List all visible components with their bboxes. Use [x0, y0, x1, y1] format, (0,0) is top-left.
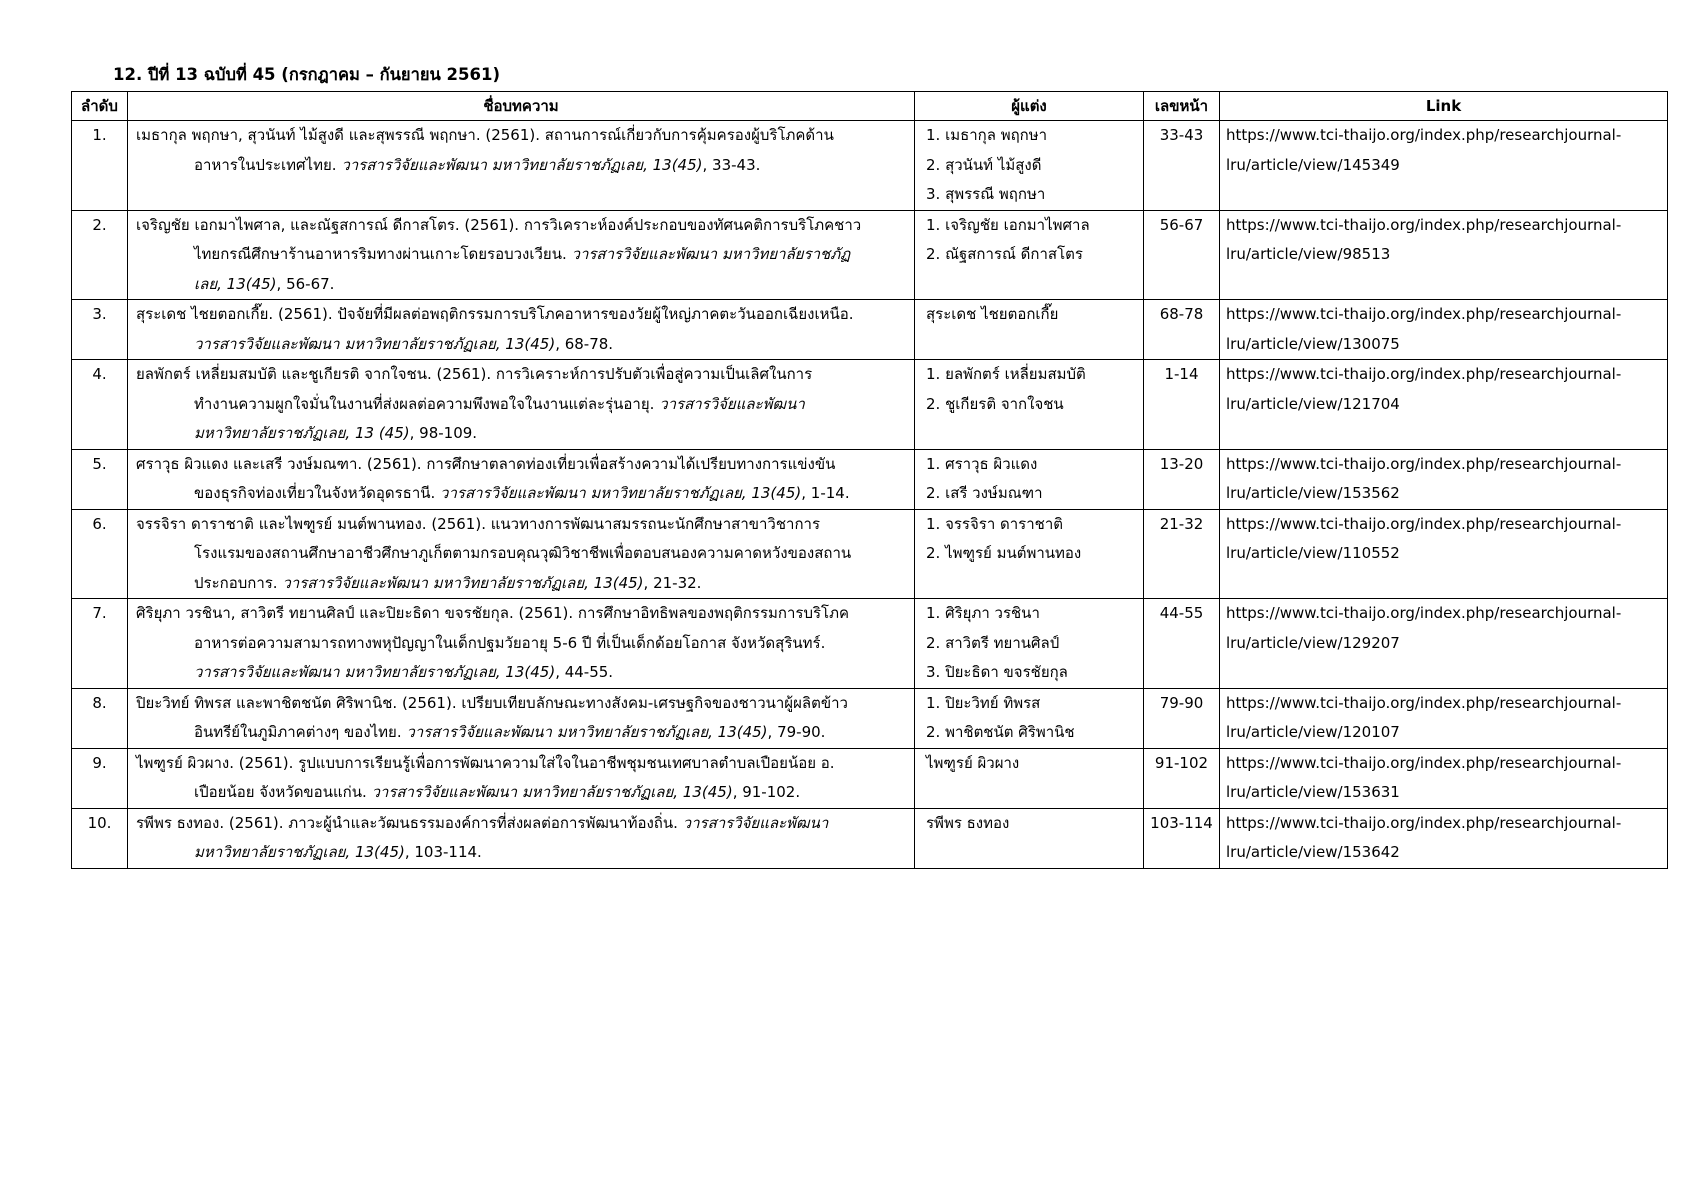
table-row [72, 300, 1668, 360]
table-row [72, 688, 1668, 748]
page-range: 33-43 [1144, 121, 1220, 211]
page-range: 44-55 [1144, 599, 1220, 689]
article-link[interactable]: https://www.tci-thaijo.org/index.php/researchjournal- lru/article/view/120107 [1220, 688, 1668, 748]
article-citation: รพีพร ธงทอง. (2561). ภาวะผู้นำและวัฒนธรรมองค์การที่ส่งผลต่อการพัฒนาท้องถิ่น. วารสารวิจัยและพัฒนา มหาวิทยาลัยราชภัฏเลย, 13(45), 103-114. [128, 808, 915, 868]
article-authors: ไพฑูรย์ ผิวผาง [915, 748, 1144, 808]
article-link[interactable]: https://www.tci-thaijo.org/index.php/researchjournal- lru/article/view/153642 [1220, 808, 1668, 868]
article-citation: เจริญชัย เอกมาไพศาล, และณัฐสการณ์ ดีกาสโตร. (2561). การวิเคราะห์องค์ประกอบของทัศนคติการบริโภคชาว ไทยกรณีศึกษาร้านอาหารริมทางผ่านเกาะโดยรอบวงเวียน. วารสารวิจัยและพัฒนา มหาวิทยาลัยราชภัฏ เลย, 13(45), 56-67. [128, 210, 915, 300]
article-authors: รพีพร ธงทอง [915, 808, 1144, 868]
row-number: 9. [72, 748, 128, 808]
table-header-row [72, 92, 1668, 121]
article-link[interactable]: https://www.tci-thaijo.org/index.php/researchjournal- lru/article/view/153562 [1220, 449, 1668, 509]
row-number: 6. [72, 509, 128, 599]
table-row [72, 210, 1668, 300]
row-number: 10. [72, 808, 128, 868]
page-range: 79-90 [1144, 688, 1220, 748]
article-citation: ไพฑูรย์ ผิวผาง. (2561). รูปแบบการเรียนรู้เพื่อการพัฒนาความใส่ใจในอาชีพชุมชนเทศบาลตำบลเปือยน้อย อ. เปือยน้อย จังหวัดขอนแก่น. วารสารวิจัยและพัฒนา มหาวิทยาลัยราชภัฏเลย, 13(45), 91-102. [128, 748, 915, 808]
table-row [72, 599, 1668, 689]
page-range: 1-14 [1144, 360, 1220, 450]
article-link[interactable]: https://www.tci-thaijo.org/index.php/researchjournal- lru/article/view/129207 [1220, 599, 1668, 689]
page-range: 21-32 [1144, 509, 1220, 599]
page-range: 91-102 [1144, 748, 1220, 808]
table-row [72, 449, 1668, 509]
page-range: 103-114 [1144, 808, 1220, 868]
article-link[interactable]: https://www.tci-thaijo.org/index.php/researchjournal- lru/article/view/130075 [1220, 300, 1668, 360]
article-authors: 1. ศราวุธ ผิวแดง 2. เสรี วงษ์มณฑา [915, 449, 1144, 509]
article-citation: ศราวุธ ผิวแดง และเสรี วงษ์มณฑา. (2561). การศึกษาตลาดท่องเที่ยวเพื่อสร้างความได้เปรียบทางการแข่งขัน ของธุรกิจท่องเที่ยวในจังหวัดอุดรธานี. วารสารวิจัยและพัฒนา มหาวิทยาลัยราชภัฏเลย, 13(45), 1-14. [128, 449, 915, 509]
article-authors: 1. จรรจิรา ดาราชาติ 2. ไพฑูรย์ มนต์พานทอง [915, 509, 1144, 599]
row-number: 5. [72, 449, 128, 509]
table-row [72, 748, 1668, 808]
article-authors: 1. ศิริยุภา วรชินา 2. สาวิตรี ทยานศิลป์ 3. ปิยะธิดา ขจรชัยกุล [915, 599, 1144, 689]
column-header-no: ลำดับ [72, 92, 128, 121]
article-authors: 1. เจริญชัย เอกมาไพศาล 2. ณัฐสการณ์ ดีกาสโตร [915, 210, 1144, 300]
article-link[interactable]: https://www.tci-thaijo.org/index.php/researchjournal- lru/article/view/110552 [1220, 509, 1668, 599]
table-row [72, 360, 1668, 450]
article-link[interactable]: https://www.tci-thaijo.org/index.php/researchjournal- lru/article/view/121704 [1220, 360, 1668, 450]
row-number: 8. [72, 688, 128, 748]
article-authors: 1. ยลพักตร์ เหลี่ยมสมบัติ 2. ชูเกียรติ จากใจชน [915, 360, 1144, 450]
column-header-pages: เลขหน้า [1144, 92, 1220, 121]
table-row [72, 121, 1668, 211]
page-range: 68-78 [1144, 300, 1220, 360]
column-header-link: Link [1220, 92, 1668, 121]
article-authors: สุระเดช ไชยตอกเกี๊ย [915, 300, 1144, 360]
article-link[interactable]: https://www.tci-thaijo.org/index.php/researchjournal- lru/article/view/153631 [1220, 748, 1668, 808]
column-header-authors: ผู้แต่ง [915, 92, 1144, 121]
article-citation: จรรจิรา ดาราชาติ และไพฑูรย์ มนต์พานทอง. (2561). แนวทางการพัฒนาสมรรถนะนักศึกษาสาขาวิชาการ โรงแรมของสถานศึกษาอาชีวศึกษาภูเก็ตตามกรอบคุณวุฒิวิชาชีพเพื่อตอบสนองความคาดหวังของสถาน ประกอบการ. วารสารวิจัยและพัฒนา มหาวิทยาลัยราชภัฏเลย, 13(45), 21-32. [128, 509, 915, 599]
page-range: 13-20 [1144, 449, 1220, 509]
row-number: 3. [72, 300, 128, 360]
article-link[interactable]: https://www.tci-thaijo.org/index.php/researchjournal- lru/article/view/98513 [1220, 210, 1668, 300]
row-number: 7. [72, 599, 128, 689]
article-authors: 1. เมธากุล พฤกษา 2. สุวนันท์ ไม้สูงดี 3. สุพรรณี พฤกษา [915, 121, 1144, 211]
article-citation: ยลพักตร์ เหลี่ยมสมบัติ และชูเกียรติ จากใจชน. (2561). การวิเคราะห์การปรับตัวเพื่อสู่ความเป็นเลิศในการ ทำงานความผูกใจมั่นในงานที่ส่งผลต่อความพึงพอใจในงานแต่ละรุ่นอายุ. วารสารวิจัยและพัฒนา มหาวิทยาลัยราชภัฏเลย, 13 (45), 98-109. [128, 360, 915, 450]
article-citation: เมธากุล พฤกษา, สุวนันท์ ไม้สูงดี และสุพรรณี พฤกษา. (2561). สถานการณ์เกี่ยวกับการคุ้มครองผู้บริโภคด้าน อาหารในประเทศไทย. วารสารวิจัยและพัฒนา มหาวิทยาลัยราชภัฏเลย, 13(45), 33-43. [128, 121, 915, 211]
table-row [72, 509, 1668, 599]
article-link[interactable]: https://www.tci-thaijo.org/index.php/researchjournal- lru/article/view/145349 [1220, 121, 1668, 211]
row-number: 1. [72, 121, 128, 211]
section-heading: 12. ปีที่ 13 ฉบับที่ 45 (กรกฎาคม – กันยายน 2561) [113, 65, 501, 84]
article-citation: สุระเดช ไชยตอกเกี๊ย. (2561). ปัจจัยที่มีผลต่อพฤติกรรมการบริโภคอาหารของวัยผู้ใหญ่ภาคตะวันออกเฉียงเหนือ. วารสารวิจัยและพัฒนา มหาวิทยาลัยราชภัฏเลย, 13(45), 68-78. [128, 300, 915, 360]
page-range: 56-67 [1144, 210, 1220, 300]
articles-table [71, 91, 1668, 869]
article-citation: ปิยะวิทย์ ทิพรส และพาชิตชนัต ศิริพานิช. (2561). เปรียบเทียบลักษณะทางสังคม-เศรษฐกิจของชาวนาผู้ผลิตข้าว อินทรีย์ในภูมิภาคต่างๆ ของไทย. วารสารวิจัยและพัฒนา มหาวิทยาลัยราชภัฏเลย, 13(45), 79-90. [128, 688, 915, 748]
article-authors: 1. ปิยะวิทย์ ทิพรส 2. พาชิตชนัต ศิริพานิช [915, 688, 1144, 748]
table-row [72, 808, 1668, 868]
row-number: 4. [72, 360, 128, 450]
article-citation: ศิริยุภา วรชินา, สาวิตรี ทยานศิลป์ และปิยะธิดา ขจรชัยกุล. (2561). การศึกษาอิทธิพลของพฤติกรรมการบริโภค อาหารต่อความสามารถทางพหุปัญญาในเด็กปฐมวัยอายุ 5-6 ปี ที่เป็นเด็กด้อยโอกาส จังหวัดสุรินทร์. วารสารวิจัยและพัฒนา มหาวิทยาลัยราชภัฏเลย, 13(45), 44-55. [128, 599, 915, 689]
row-number: 2. [72, 210, 128, 300]
column-header-title: ชื่อบทความ [128, 92, 915, 121]
